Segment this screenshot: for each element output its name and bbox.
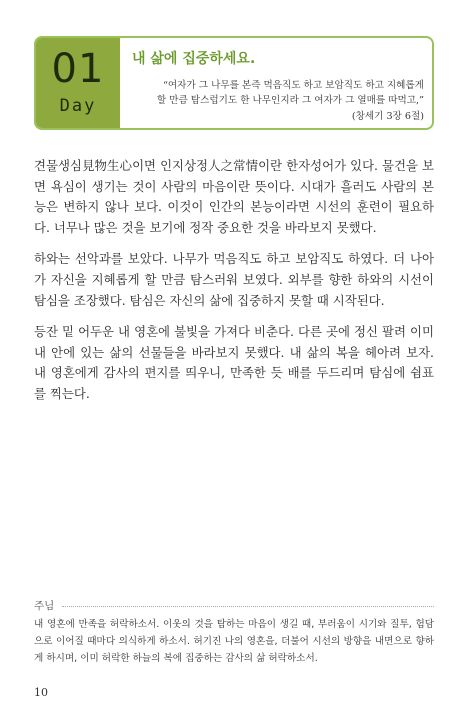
scripture-quote-line2: 할 만큼 탐스럽기도 한 나무인지라 그 여자가 그 열매를 따먹고,” — [156, 95, 424, 106]
day-number: 01 — [51, 46, 105, 92]
scripture-reference: (창세기 3장 6절) — [351, 111, 424, 122]
prayer-label: 주님 — [34, 600, 55, 612]
prayer-divider — [62, 606, 434, 607]
prayer-text: 내 영혼에 만족을 허락하소서. 이웃의 것을 탐하는 마음이 생길 때, 부러움이 시기와 질투, 험담으로 이어질 때마다 의식하게 하소서. 허기진 나의 영혼을, 더불어 시선의 방향을 내면으로 향하게 하시며, 이미 허락한 하늘의 복에 집중하는 감사의 삶 허락하소서. — [34, 619, 434, 664]
prayer-label-row — [34, 598, 434, 612]
prayer-section — [34, 598, 434, 667]
body-paragraph-3: 등잔 밑 어두운 내 영혼에 불빛을 가져다 비춘다. 다른 곳에 정신 팔려 이미 내 안에 있는 삶의 선물들을 바라보지 못했다. 내 삶의 복을 헤아려 보자. 내 영혼에게 감사의 편지를 띄우니, 만족한 듯 배를 두드리며 탐심에 쉼표를 찍는다. — [34, 324, 434, 401]
page-number: 10 — [34, 686, 48, 699]
day-label: Day — [59, 96, 97, 116]
scripture-quote-line1: “여자가 그 나무를 본즉 먹음직도 하고 보암직도 하고 지혜롭게 — [163, 80, 424, 91]
scripture-quote — [132, 78, 424, 108]
devotion-body — [34, 156, 434, 416]
day-badge — [36, 38, 120, 128]
day-header-box — [34, 36, 434, 130]
devotion-title: 내 삶에 집중하세요. — [132, 51, 256, 67]
body-paragraph-1: 견물생심見物生心이면 인지상정人之常情이란 한자성어가 있다. 물건을 보면 욕심이 생기는 것이 사람의 마음이란 뜻이다. 시대가 흘러도 사람의 본능은 변하지 않나 보다. 이것이 인간의 본능이라면 시선의 훈련이 필요하다. 너무나 많은 것을 보기에 정작 중요한 것을 바라보지 못했다. — [34, 158, 434, 235]
body-paragraph-2: 하와는 선악과를 보았다. 나무가 먹음직도 하고 보암직도 하였다. 더 나아가 자신을 지혜롭게 할 만큼 탐스러워 보였다. 외부를 향한 하와의 시선이 탐심을 조장했다. 탐심은 자신의 삶에 집중하지 못할 때 시작된다. — [34, 251, 434, 308]
